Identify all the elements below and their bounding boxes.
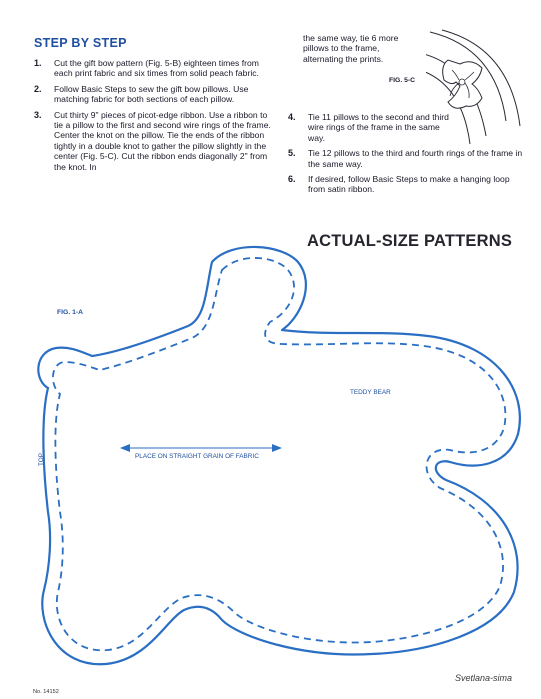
- step-text: Cut the gift bow pattern (Fig. 5-B) eighteen times from each print fabric and six times from solid peach fabric.: [54, 58, 259, 79]
- page-number: No. 14152: [33, 689, 59, 695]
- step-text: Follow Basic Steps to sew the gift bow pillows. Use matching fabric for both sections of each pillow.: [54, 83, 249, 105]
- figure-5c-label: FIG. 5-C: [389, 77, 416, 84]
- top-edge-label: TOP: [38, 452, 45, 466]
- step-text: If desired, follow Basic Steps to make a hanging loop from satin ribbon.: [308, 174, 510, 195]
- step-number: 6.: [288, 174, 296, 185]
- step-text: Cut thirty 9" pieces of picot-edge ribbon. Use a ribbon to tie a pillow to the first and second wire rings of the frame. Center the knot on the pillow. Tie the ends of the ribbon tightly in a double knot to gather the pillow slightly in the center (Fig. 5-C). Cut the ribbon ends diagonally 2" from the knot. In: [54, 109, 271, 172]
- step-text: Tie 11 pillows to the second and third wire rings of the frame in the same way.: [308, 112, 449, 143]
- arrowhead-left-icon: [120, 444, 130, 452]
- grain-arrow: [120, 444, 282, 452]
- step-number: 2.: [34, 83, 42, 94]
- arrowhead-right-icon: [272, 444, 282, 452]
- grain-instruction: PLACE ON STRAIGHT GRAIN OF FABRIC: [135, 453, 259, 460]
- pattern-stitching-line: [53, 258, 505, 650]
- pattern-cutting-line: [38, 247, 520, 664]
- pattern-piece-name: TEDDY BEAR: [350, 389, 391, 396]
- patterns-title: ACTUAL-SIZE PATTERNS: [307, 232, 513, 250]
- step-text: Tie 12 pillows to the third and fourth rings of the frame in the same way.: [308, 148, 523, 169]
- step-number: 3.: [34, 109, 42, 120]
- figure-1a-label: FIG. 1-A: [57, 309, 84, 316]
- watermark: Svetlana-sima: [455, 673, 513, 683]
- step-number: 4.: [288, 112, 296, 122]
- step-number: 1.: [34, 58, 42, 68]
- section-heading: STEP BY STEP: [34, 36, 127, 50]
- step-number: 5.: [288, 148, 296, 159]
- step-3-continued: the same way, tie 6 more pillows to the frame, alternating the prints.: [303, 33, 399, 64]
